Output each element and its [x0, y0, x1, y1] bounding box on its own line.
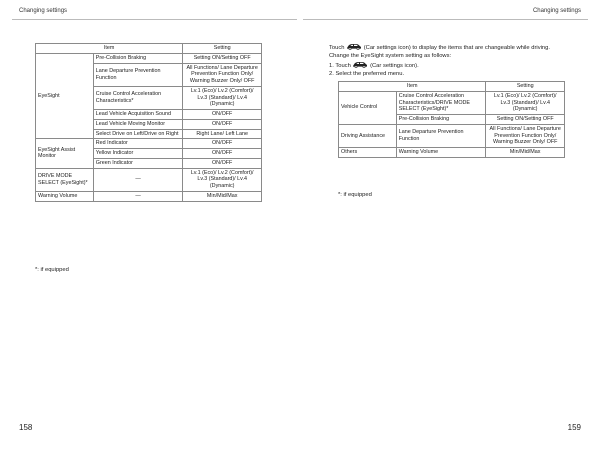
row-item: Lane Departure Prevention Function: [93, 63, 183, 86]
row-setting: Min/Mid/Max: [486, 148, 565, 158]
row-setting: Lv.1 (Eco)/ Lv.2 (Comfort)/ Lv.3 (Standard)/ Lv.4 (Dynamic): [183, 168, 262, 191]
instruction-text: 1. Touch: [329, 62, 351, 69]
row-setting: Right Lane/ Left Lane: [183, 129, 262, 139]
row-item: Pre-Collision Braking: [93, 53, 183, 63]
row-setting: ON/OFF: [183, 158, 262, 168]
row-item: Cruise Control Acceleration Characteristics*: [93, 86, 183, 109]
row-item: Lead Vehicle Moving Monitor: [93, 119, 183, 129]
row-setting: All Functions/ Lane Departure Prevention Function Only/ Warning Buzzer Only/ OFF: [183, 63, 262, 86]
row-setting: ON/OFF: [183, 110, 262, 120]
instruction-line-3: [329, 61, 591, 70]
table-header-row: [36, 44, 262, 54]
col-setting-header: Setting: [486, 82, 565, 92]
right-page: [300, 0, 600, 450]
group-eyesight: EyeSight: [36, 53, 94, 139]
row-item: Lead Vehicle Acquisition Sound: [93, 110, 183, 120]
driving-settings-table: [338, 81, 565, 158]
header-rule: [12, 19, 297, 20]
group-vehicle-control: Vehicle Control: [339, 91, 397, 124]
row-item: Green Indicator: [93, 158, 183, 168]
row-item: Yellow Indicator: [93, 149, 183, 159]
header-rule: [303, 19, 588, 20]
eyesight-settings-table: [35, 43, 262, 202]
row-setting: ON/OFF: [183, 139, 262, 149]
instruction-line-4: 2. Select the preferred menu.: [329, 71, 405, 78]
group-others: Others: [339, 148, 397, 158]
instruction-line-2: Change the EyeSight system setting as follows:: [329, 53, 452, 60]
row-setting: Setting ON/Setting OFF: [183, 53, 262, 63]
table-header-row: [339, 82, 565, 92]
instruction-text: (Car settings icon).: [370, 62, 419, 69]
row-item: —: [93, 168, 183, 191]
table-row: [36, 139, 262, 149]
group-warning-volume: Warning Volume: [36, 191, 94, 201]
table-row: [339, 91, 565, 114]
car-settings-icon: [352, 61, 368, 68]
row-item: —: [93, 191, 183, 201]
table-row: [36, 191, 262, 201]
instruction-text: Touch: [329, 45, 345, 51]
row-setting: Lv.1 (Eco)/ Lv.2 (Comfort)/ Lv.3 (Standard)/ Lv.4 (Dynamic): [486, 91, 565, 114]
table-row: [339, 148, 565, 158]
table-row: [36, 53, 262, 63]
col-item-header: Item: [36, 44, 183, 54]
group-drive-mode: DRIVE MODE SELECT (EyeSight)*: [36, 168, 94, 191]
group-driving-assistance: Driving Assistance: [339, 124, 397, 147]
row-item: Cruise Control Acceleration Characteristics/DRIVE MODE SELECT (EyeSight)*: [396, 91, 486, 114]
page-number: 158: [19, 423, 33, 432]
table-row: [339, 124, 565, 147]
row-setting: ON/OFF: [183, 119, 262, 129]
group-assist-monitor: EyeSight Assist Monitor: [36, 139, 94, 168]
col-setting-header: Setting: [183, 44, 262, 54]
page-header: Changing settings: [532, 8, 581, 14]
row-setting: Min/Mid/Max: [183, 191, 262, 201]
instruction-text: (Car settings icon) to display the items that are changeable while driving.: [363, 45, 550, 51]
instructions: [329, 43, 591, 79]
page-header: Changing settings: [19, 8, 68, 14]
row-setting: Lv.1 (Eco)/ Lv.2 (Comfort)/ Lv.3 (Standard)/ Lv.4 (Dynamic): [183, 86, 262, 109]
row-item: Warning Volume: [396, 148, 486, 158]
page-number: 159: [567, 423, 581, 432]
row-setting: ON/OFF: [183, 149, 262, 159]
row-setting: Setting ON/Setting OFF: [486, 115, 565, 125]
row-item: Pre-Collision Braking: [396, 115, 486, 125]
row-item: Red Indicator: [93, 139, 183, 149]
instruction-line-1: [329, 43, 591, 52]
table-row: [36, 168, 262, 191]
row-item: Select Drive on Left/Drive on Right: [93, 129, 183, 139]
col-item-header: Item: [339, 82, 486, 92]
car-settings-icon: [346, 43, 362, 50]
row-setting: All Functions/ Lane Departure Prevention Function Only/ Warning Buzzer Only/ OFF: [486, 124, 565, 147]
row-item: Lane Departure Prevention Function: [396, 124, 486, 147]
footnote: *: if equipped: [35, 267, 69, 273]
footnote: *: if equipped: [338, 192, 372, 198]
